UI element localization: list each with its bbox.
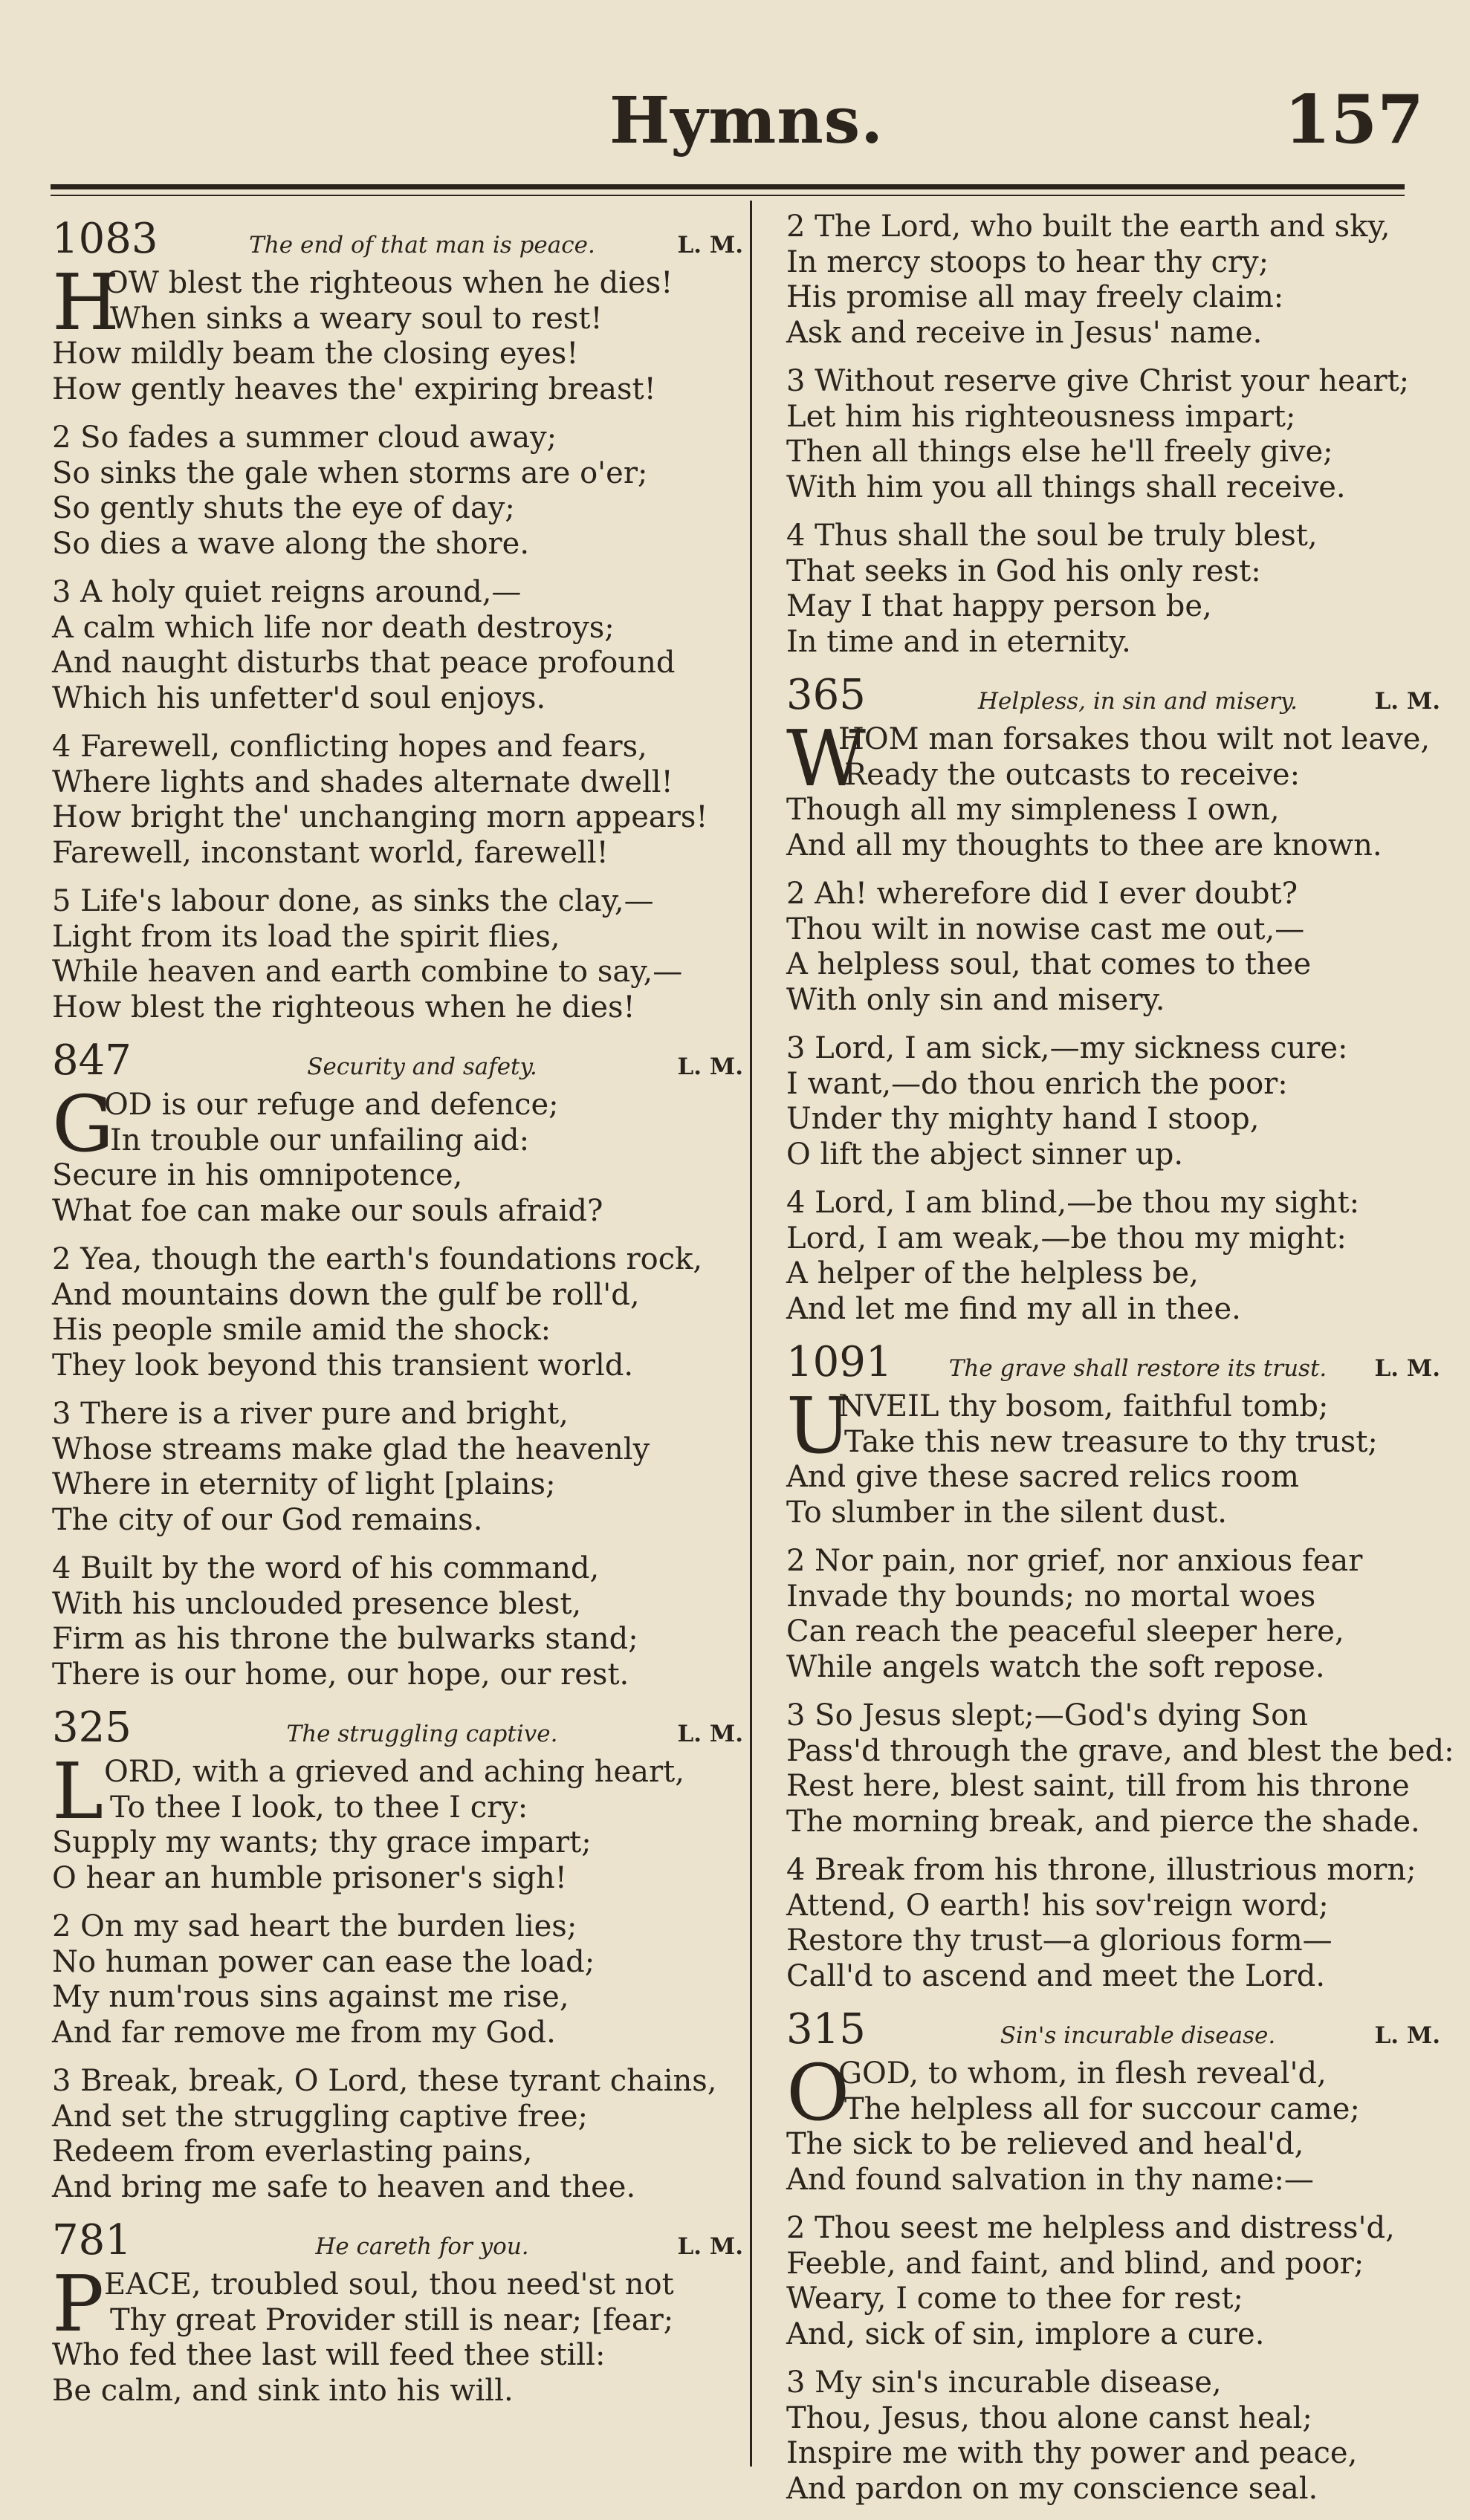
hymn-meter: L. M. <box>1374 688 1440 715</box>
hymn-meter: L. M. <box>1374 1355 1440 1382</box>
verse-line: When sinks a weary soul to rest! <box>110 301 603 336</box>
verse-line: Who fed thee last will feed thee still: <box>52 2338 606 2372</box>
verse-line: How bright the' unchanging morn appears! <box>52 800 708 834</box>
verse-line: While heaven and earth combine to say,— <box>52 955 683 989</box>
stanza <box>52 257 743 407</box>
verse-line: In trouble our unfailing aid: <box>110 1123 530 1157</box>
verse-line: Restore thy trust—a glorious form— <box>786 1923 1333 1958</box>
verse-line: No human power can ease the load; <box>52 1944 595 1979</box>
verse-line: Whose streams make glad the heavenly <box>52 1432 650 1467</box>
verse-line: Thy great Provider still is near; [fear; <box>110 2302 674 2337</box>
drop-cap: L <box>52 1746 104 1837</box>
verse-line: 3 There is a river pure and bright, <box>52 1397 569 1431</box>
verse-line: And far remove me from my God. <box>52 2015 556 2050</box>
stanza <box>786 519 1440 660</box>
stanza <box>52 2258 743 2409</box>
stanza <box>52 1551 743 1692</box>
verse-line: To thee I look, to thee I cry: <box>110 1790 528 1825</box>
verse-line: EACE, troubled soul, thou need'st not <box>104 2267 674 2302</box>
verse-line: While angels watch the soft repose. <box>786 1649 1325 1684</box>
verse-line: A helper of the helpless be, <box>786 1256 1199 1290</box>
verse-line: May I that happy person be, <box>786 589 1212 623</box>
hymn-header <box>786 1340 1440 1389</box>
verse-line: Take this new treasure to thy trust; <box>844 1424 1378 1459</box>
verse-line: So gently shuts the eye of day; <box>52 491 515 525</box>
verse-line: A calm which life nor death destroys; <box>52 610 615 645</box>
stanza <box>786 2048 1440 2198</box>
verse-line: Though all my simpleness I own, <box>786 793 1280 827</box>
hymn-number: 781 <box>52 2216 132 2264</box>
verse-line: 3 A holy quiet reigns around,— <box>52 575 522 609</box>
verse-line: 2 Thou seest me helpless and distress'd, <box>786 2211 1395 2245</box>
stanza <box>786 2211 1440 2352</box>
verse-line: They look beyond this transient world. <box>52 1348 634 1383</box>
hymn-header <box>786 673 1440 722</box>
verse-line: 3 So Jesus slept;—God's dying Son <box>786 1698 1308 1732</box>
stanza <box>52 730 743 871</box>
verse-line: 3 Break, break, O Lord, these tyrant chains, <box>52 2064 717 2098</box>
verse-line: O lift the abject sinner up. <box>786 1137 1184 1172</box>
verse-line: A helpless soul, that comes to thee <box>786 947 1312 981</box>
verse-line: There is our home, our hope, our rest. <box>52 1657 629 1692</box>
verse-line: Secure in his omnipotence, <box>52 1158 463 1192</box>
verse-line: What foe can make our souls afraid? <box>52 1193 603 1228</box>
verse-line: Farewell, inconstant world, farewell! <box>52 835 609 870</box>
stanza <box>52 1397 743 1538</box>
verse-line: 2 Yea, though the earth's foundations rock, <box>52 1242 703 1276</box>
verse-line: The city of our God remains. <box>52 1502 483 1537</box>
hymn-header <box>52 1036 743 1088</box>
stanza <box>52 420 743 562</box>
verse-line: How gently heaves the' expiring breast! <box>52 371 656 406</box>
verse-line: The morning break, and pierce the shade. <box>786 1804 1420 1839</box>
stanza <box>52 1909 743 2050</box>
verse-line: And, sick of sin, implore a cure. <box>786 2316 1265 2351</box>
verse-line: HOM man forsakes thou wilt not leave, <box>838 722 1431 756</box>
page-header-title: Hymns. <box>609 83 884 158</box>
verse-line: The helpless all for succour came; <box>844 2091 1360 2126</box>
hymn-title: He careth for you. <box>315 2233 529 2260</box>
stanza <box>52 884 743 1025</box>
stanza <box>786 1544 1440 1685</box>
verse-line: And found salvation in thy name:— <box>786 2162 1314 2197</box>
hymn <box>786 673 1440 1327</box>
hymn-title: Sin's incurable disease. <box>1000 2022 1276 2049</box>
verse-line: Be calm, and sink into his will. <box>52 2373 514 2408</box>
verse-line: To slumber in the silent dust. <box>786 1495 1228 1530</box>
verse-line: In time and in eternity. <box>786 624 1131 659</box>
hymn-meter: L. M. <box>677 1721 743 1747</box>
drop-cap: H <box>52 257 120 348</box>
stanza <box>786 713 1440 863</box>
stanza <box>786 1186 1440 1327</box>
hymn <box>52 1036 743 1692</box>
column-divider <box>750 201 752 2467</box>
verse-line: Supply my wants; thy grace impart; <box>52 1825 592 1860</box>
header-rule <box>51 184 1405 189</box>
drop-cap: U <box>786 1380 852 1471</box>
stanza <box>52 1746 743 1896</box>
hymn-meter: L. M. <box>677 1053 743 1080</box>
stanza <box>52 575 743 716</box>
verse-line: And naught disturbs that peace profound <box>52 646 676 680</box>
verse-line: OW blest the righteous when he dies! <box>104 266 673 300</box>
verse-line: OD is our refuge and defence; <box>104 1088 559 1122</box>
header-rule-thin <box>51 195 1405 196</box>
verse-line: Ready the outcasts to receive: <box>844 757 1301 792</box>
verse-line: Redeem from everlasting pains, <box>52 2134 533 2169</box>
verse-line: And let me find my all in thee. <box>786 1291 1241 1326</box>
hymn-number: 1083 <box>52 215 158 263</box>
verse-line: That seeks in God his only rest: <box>786 553 1261 588</box>
stanza <box>786 210 1440 351</box>
hymn-number: 847 <box>52 1036 132 1085</box>
hymn-header <box>52 217 743 266</box>
verse-line: And pardon on my conscience seal. <box>786 2471 1318 2506</box>
stanza <box>786 877 1440 1018</box>
verse-line: And bring me safe to heaven and thee. <box>52 2169 636 2204</box>
stanza <box>786 1698 1454 1839</box>
verse-line: And give these sacred relics room <box>786 1460 1299 1494</box>
left-column <box>52 210 743 2422</box>
stanza <box>52 1242 743 1383</box>
verse-line: Thou, Jesus, thou alone canst heal; <box>786 2400 1312 2435</box>
hymn <box>786 2007 1440 2507</box>
drop-cap: W <box>786 713 866 804</box>
hymn-title: The struggling captive. <box>286 1721 558 1747</box>
stanza <box>52 2064 743 2205</box>
verse-line: Ask and receive in Jesus' name. <box>786 315 1263 350</box>
verse-line: The sick to be relieved and heal'd, <box>786 2127 1304 2161</box>
stanza <box>786 1853 1440 1994</box>
verse-line: Inspire me with thy power and peace, <box>786 2436 1358 2470</box>
verse-line: So sinks the gale when storms are o'er; <box>52 455 648 490</box>
verse-line: 4 Thus shall the soul be truly blest, <box>786 519 1318 553</box>
verse-line: With him you all things shall receive. <box>786 470 1346 504</box>
verse-line: 2 On my sad heart the burden lies; <box>52 1909 577 1943</box>
verse-line: Weary, I come to thee for rest; <box>786 2282 1243 2316</box>
verse-line: Which his unfetter'd soul enjoys. <box>52 681 546 715</box>
verse-line: 3 Lord, I am sick,—my sickness cure: <box>786 1031 1348 1065</box>
verse-line: 4 Built by the word of his command, <box>52 1551 600 1585</box>
hymn-meter: L. M. <box>677 232 743 259</box>
verse-line: Under thy mighty hand I stoop, <box>786 1102 1260 1136</box>
verse-line: How mildly beam the closing eyes! <box>52 337 579 371</box>
verse-line: Can reach the peaceful sleeper here, <box>786 1614 1344 1649</box>
hymn-header <box>52 2218 743 2267</box>
verse-line: Invade thy bounds; no mortal woes <box>786 1579 1316 1614</box>
verse-line: 2 Ah! wherefore did I ever doubt? <box>786 877 1298 911</box>
verse-line: Thou wilt in nowise cast me out,— <box>786 912 1305 946</box>
stanza <box>786 1380 1440 1530</box>
verse-line: Light from its load the spirit flies, <box>52 919 560 954</box>
page-number: 157 <box>1284 80 1424 159</box>
hymn-number: 1091 <box>786 1338 893 1386</box>
verse-line: His people smile amid the shock: <box>52 1313 551 1347</box>
verse-line: Pass'd through the grave, and blest the bed: <box>786 1733 1454 1768</box>
verse-line: And set the struggling captive free; <box>52 2099 588 2134</box>
verse-line: Attend, O earth! his sov'reign word; <box>786 1888 1329 1923</box>
hymn-number: 315 <box>786 2005 866 2053</box>
verse-line: Let him his righteousness impart; <box>786 399 1296 434</box>
hymn <box>786 1338 1454 1994</box>
hymn-title: The grave shall restore its trust. <box>948 1355 1327 1382</box>
hymn-title: The end of that man is peace. <box>249 232 595 259</box>
hymn <box>786 210 1440 660</box>
stanza <box>52 1079 743 1229</box>
verse-line: NVEIL thy bosom, faithful tomb; <box>838 1389 1329 1423</box>
hymn-meter: L. M. <box>1374 2022 1440 2049</box>
hymn <box>52 217 743 1025</box>
stanza <box>786 2365 1440 2507</box>
hymn-number: 325 <box>52 1704 132 1752</box>
verse-line: Call'd to ascend and meet the Lord. <box>786 1958 1326 1993</box>
stanza <box>786 1031 1440 1172</box>
verse-line: Rest here, blest saint, till from his throne <box>786 1769 1410 1803</box>
verse-line: Lord, I am weak,—be thou my might: <box>786 1221 1347 1256</box>
verse-line: 2 So fades a summer cloud away; <box>52 420 557 455</box>
verse-line: With only sin and misery. <box>786 982 1165 1017</box>
hymn-meter: L. M. <box>677 2233 743 2260</box>
verse-line: And mountains down the gulf be roll'd, <box>52 1277 640 1312</box>
verse-line: 4 Break from his throne, illustrious morn; <box>786 1853 1416 1887</box>
verse-line: 4 Farewell, conflicting hopes and fears, <box>52 730 647 764</box>
hymn-header <box>52 1706 743 1755</box>
verse-line: How blest the righteous when he dies! <box>52 990 635 1024</box>
verse-line: His promise all may freely claim: <box>786 280 1284 314</box>
verse-line: Where in eternity of light [plains; <box>52 1467 556 1501</box>
right-column <box>786 210 1454 2520</box>
drop-cap: G <box>52 1079 114 1169</box>
verse-line: My num'rous sins against me rise, <box>52 1980 569 2014</box>
hymn-title: Security and safety. <box>307 1053 537 1080</box>
hymn-title: Helpless, in sin and misery. <box>977 688 1298 715</box>
verse-line: 4 Lord, I am blind,—be thou my sight: <box>786 1186 1360 1220</box>
verse-line: With his unclouded presence blest, <box>52 1586 582 1621</box>
drop-cap: P <box>52 2258 104 2349</box>
verse-line: 5 Life's labour done, as sinks the clay,— <box>52 884 654 918</box>
verse-line: Then all things else he'll freely give; <box>786 435 1333 469</box>
hymn <box>52 2218 743 2409</box>
verse-line: 3 Without reserve give Christ your heart; <box>786 364 1410 398</box>
verse-line: ORD, with a grieved and aching heart, <box>104 1755 684 1789</box>
verse-line: 3 My sin's incurable disease, <box>786 2365 1222 2400</box>
verse-line: Feeble, and faint, and blind, and poor; <box>786 2246 1364 2281</box>
hymn-header <box>786 2007 1440 2056</box>
verse-line: GOD, to whom, in flesh reveal'd, <box>838 2056 1327 2091</box>
verse-line: And all my thoughts to thee are known. <box>786 828 1382 863</box>
verse-line: I want,—do thou enrich the poor: <box>786 1066 1288 1101</box>
verse-line: In mercy stoops to hear thy cry; <box>786 244 1269 279</box>
hymn-number: 365 <box>786 671 866 719</box>
stanza <box>786 364 1440 505</box>
verse-line: So dies a wave along the shore. <box>52 526 530 561</box>
verse-line: O hear an humble prisoner's sigh! <box>52 1860 567 1895</box>
verse-line: Where lights and shades alternate dwell! <box>52 764 673 799</box>
verse-line: 2 The Lord, who built the earth and sky, <box>786 210 1390 244</box>
verse-line: Firm as his throne the bulwarks stand; <box>52 1622 638 1656</box>
verse-line: 2 Nor pain, nor grief, nor anxious fear <box>786 1544 1363 1578</box>
hymn <box>52 1706 743 2205</box>
drop-cap: O <box>786 2048 850 2138</box>
